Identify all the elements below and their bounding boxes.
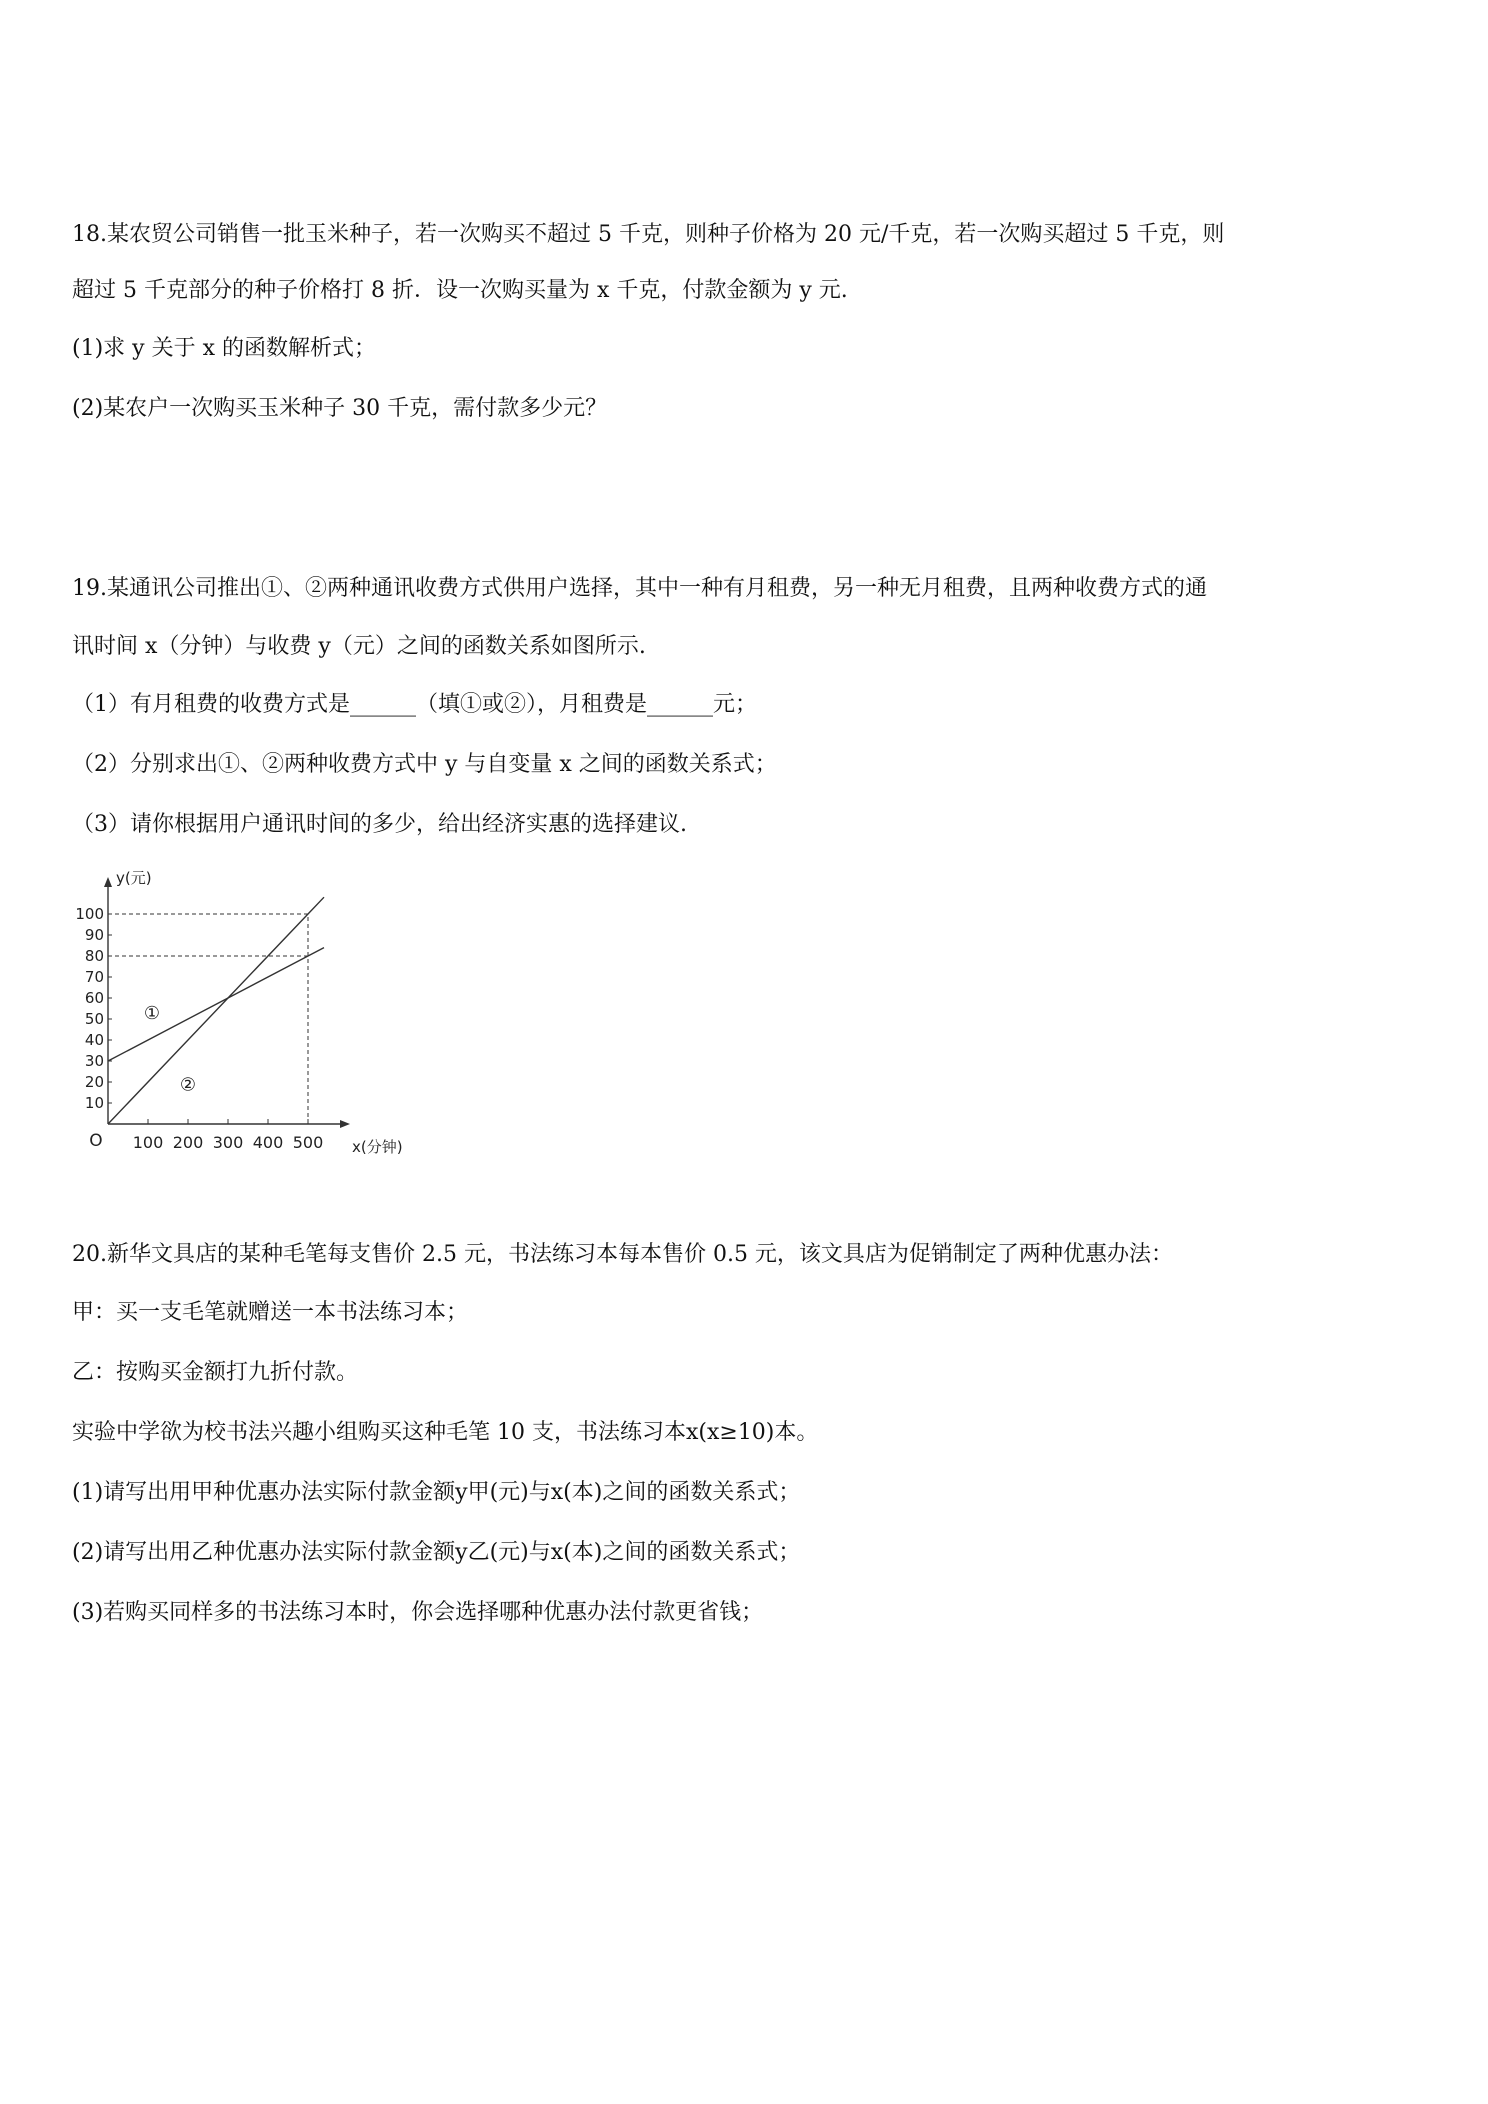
- x-axis-label: x(分钟): [352, 1138, 403, 1156]
- x-tick-label: 400: [252, 1133, 284, 1152]
- y-tick-label: 90: [84, 926, 104, 944]
- x-tick-label: 500: [292, 1133, 324, 1152]
- series-label-2: ②: [179, 1074, 197, 1096]
- y-tick-label: 30: [84, 1052, 104, 1070]
- q20-line1: 20.新华文具店的某种毛笔每支售价 2.5 元，书法练习本每本售价 0.5 元，该文具店为促销制定了两种优惠办法：: [72, 1242, 1173, 1267]
- y-tick-label: 40: [84, 1031, 104, 1049]
- q20-line4: 实验中学欲为校书法兴趣小组购买这种毛笔 10 支，书法练习本x(x≥10)本。: [72, 1420, 819, 1445]
- q20-part2: (2)请写出用乙种优惠办法实际付款金额y乙(元)与x(本)之间的函数关系式；: [72, 1540, 801, 1565]
- series-line-1: [108, 948, 324, 1061]
- y-tick-label: 70: [84, 968, 104, 986]
- origin-label: O: [89, 1131, 103, 1151]
- y-tick-label: 20: [84, 1073, 104, 1091]
- x-tick-label: 200: [172, 1133, 204, 1152]
- y-axis-arrow: [104, 877, 112, 887]
- y-tick-label: 10: [84, 1094, 104, 1112]
- y-axis-label: y(元): [116, 869, 152, 887]
- fee-graph: [60, 862, 420, 1162]
- q20-option-jia: 甲：买一支毛笔就赠送一本书法练习本；: [72, 1300, 469, 1325]
- q18-part1: (1)求 y 关于 x 的函数解析式；: [72, 336, 376, 361]
- q19-part1: （1）有月租费的收费方式是______（填①或②），月租费是______元；: [72, 692, 757, 717]
- x-axis-arrow: [340, 1120, 350, 1128]
- y-tick-label: 100: [75, 905, 104, 923]
- q20-option-yi: 乙：按购买金额打九折付款。: [72, 1360, 359, 1385]
- y-tick-label: 50: [84, 1010, 104, 1028]
- q20-part3: (3)若购买同样多的书法练习本时，你会选择哪种优惠办法付款更省钱；: [72, 1600, 764, 1625]
- q20-part1: (1)请写出用甲种优惠办法实际付款金额y甲(元)与x(本)之间的函数关系式；: [72, 1480, 801, 1505]
- series-line-2: [108, 897, 324, 1124]
- q19-line2: 讯时间 x（分钟）与收费 y（元）之间的函数关系如图所示.: [72, 634, 646, 659]
- y-tick-label: 80: [84, 947, 104, 965]
- q19-line1: 19.某通讯公司推出①、②两种通讯收费方式供用户选择，其中一种有月租费，另一种无月租费，且两种收费方式的通: [72, 576, 1207, 601]
- y-tick-label: 60: [84, 989, 104, 1007]
- q18-line2: 超过 5 千克部分的种子价格打 8 折．设一次购买量为 x 千克，付款金额为 y 元.: [72, 278, 848, 303]
- x-tick-label: 100: [132, 1133, 164, 1152]
- series-label-1: ①: [143, 1003, 161, 1024]
- q18-line1: 18.某农贸公司销售一批玉米种子，若一次购买不超过 5 千克，则种子价格为 20 元/千克，若一次购买超过 5 千克，则: [72, 222, 1225, 247]
- q18-part2: (2)某农户一次购买玉米种子 30 千克，需付款多少元？: [72, 396, 608, 421]
- x-tick-label: 300: [212, 1133, 244, 1152]
- q19-part3: （3）请你根据用户通讯时间的多少，给出经济实惠的选择建议.: [72, 812, 687, 837]
- q19-part2: （2）分别求出①、②两种收费方式中 y 与自变量 x 之间的函数关系式；: [72, 752, 777, 777]
